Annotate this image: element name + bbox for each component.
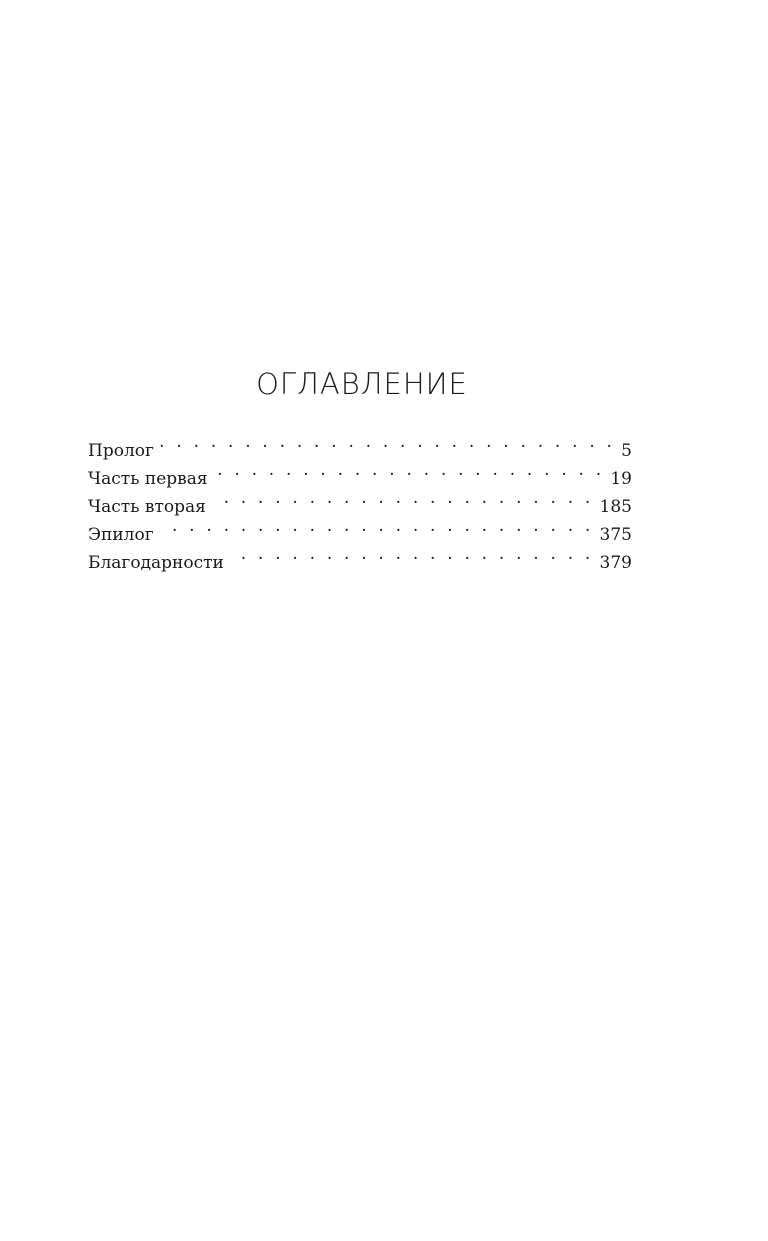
- toc-entry-page-number: 375: [599, 525, 632, 545]
- toc-entry-label: Пролог: [88, 441, 154, 461]
- dot-leader: [160, 512, 594, 540]
- table-of-contents: [88, 364, 632, 573]
- toc-entry-part-one[interactable]: [88, 456, 632, 489]
- dot-leader: [230, 540, 594, 568]
- toc-entry-label: Благодарности: [88, 553, 224, 573]
- toc-entry-label: Эпилог: [88, 525, 154, 545]
- toc-entry-prologue[interactable]: [88, 428, 632, 461]
- toc-entry-page-number: 185: [599, 497, 632, 517]
- toc-entry-page-number: 19: [610, 469, 632, 489]
- dot-leader: [214, 456, 605, 484]
- toc-list: [88, 428, 632, 573]
- toc-entry-epilogue[interactable]: [88, 512, 632, 545]
- dot-leader: [160, 428, 615, 456]
- toc-entry-page-number: 5: [621, 441, 632, 461]
- page-title: ОГЛАВЛЕНИЕ: [256, 367, 468, 401]
- toc-entry-page-number: 379: [599, 553, 632, 573]
- toc-entry-label: Часть первая: [88, 469, 208, 489]
- toc-entry-label: Часть вторая: [88, 497, 206, 517]
- dot-leader: [212, 484, 594, 512]
- toc-entry-acknowledgements[interactable]: [88, 540, 632, 573]
